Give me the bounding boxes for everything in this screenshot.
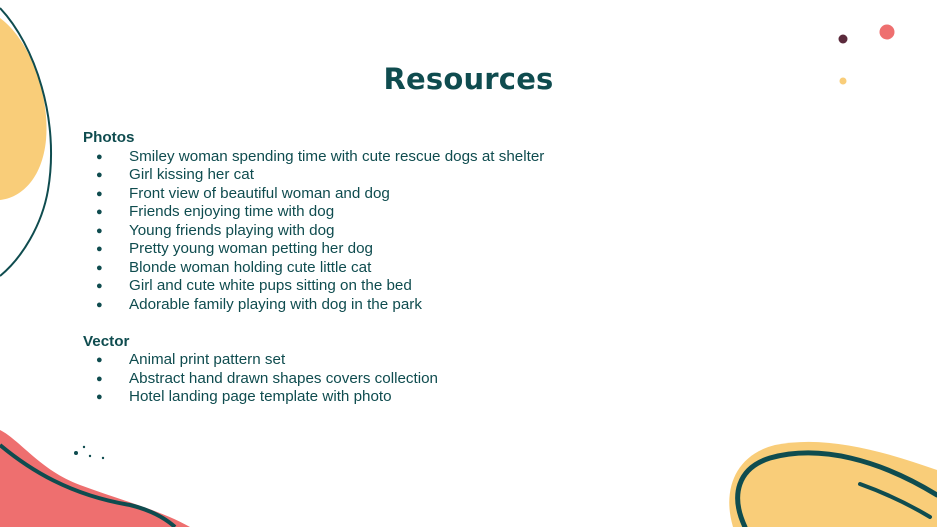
- list-item: ● Hotel landing page template with photo: [83, 388, 703, 407]
- curve-line-top-left: [0, 8, 51, 276]
- coral-dot: [880, 25, 895, 40]
- list-item: ● Friends enjoying time with dog: [83, 203, 703, 222]
- yellow-blob-top-left: [0, 18, 47, 200]
- list-item: ● Girl and cute white pups sitting on the bed: [83, 277, 703, 296]
- leaf-outline: [738, 453, 937, 527]
- list-item: ● Adorable family playing with dog in the park: [83, 296, 703, 315]
- dot: [102, 457, 104, 459]
- list-item: ● Young friends playing with dog: [83, 222, 703, 241]
- list-item: ● Girl kissing her cat: [83, 166, 703, 185]
- page-title: Resources: [383, 62, 554, 96]
- list-item: ● Blonde woman holding cute little cat: [83, 259, 703, 278]
- list-item: ● Smiley woman spending time with cute rescue dogs at shelter: [83, 148, 703, 167]
- list-item: ● Animal print pattern set: [83, 351, 703, 370]
- dot: [74, 451, 78, 455]
- vector-list: [83, 351, 703, 407]
- curve-line-bottom-left: [0, 445, 175, 527]
- dark-dot: [839, 35, 848, 44]
- section-heading-vector: Vector: [83, 332, 130, 350]
- section-spacer: [83, 314, 703, 333]
- section-heading-photos: Photos: [83, 129, 135, 146]
- yellow-leaf-bottom-right: [729, 442, 937, 527]
- list-item: ● Abstract hand drawn shapes covers collection: [83, 370, 703, 389]
- leaf-vein: [860, 484, 930, 517]
- photos-list: [83, 148, 703, 315]
- resources-list: [83, 129, 703, 407]
- dot: [89, 455, 91, 457]
- list-item: ● Front view of beautiful woman and dog: [83, 185, 703, 204]
- list-item: ● Pretty young woman petting her dog: [83, 240, 703, 259]
- dot: [83, 446, 85, 448]
- coral-wave-bottom-left: [0, 430, 190, 527]
